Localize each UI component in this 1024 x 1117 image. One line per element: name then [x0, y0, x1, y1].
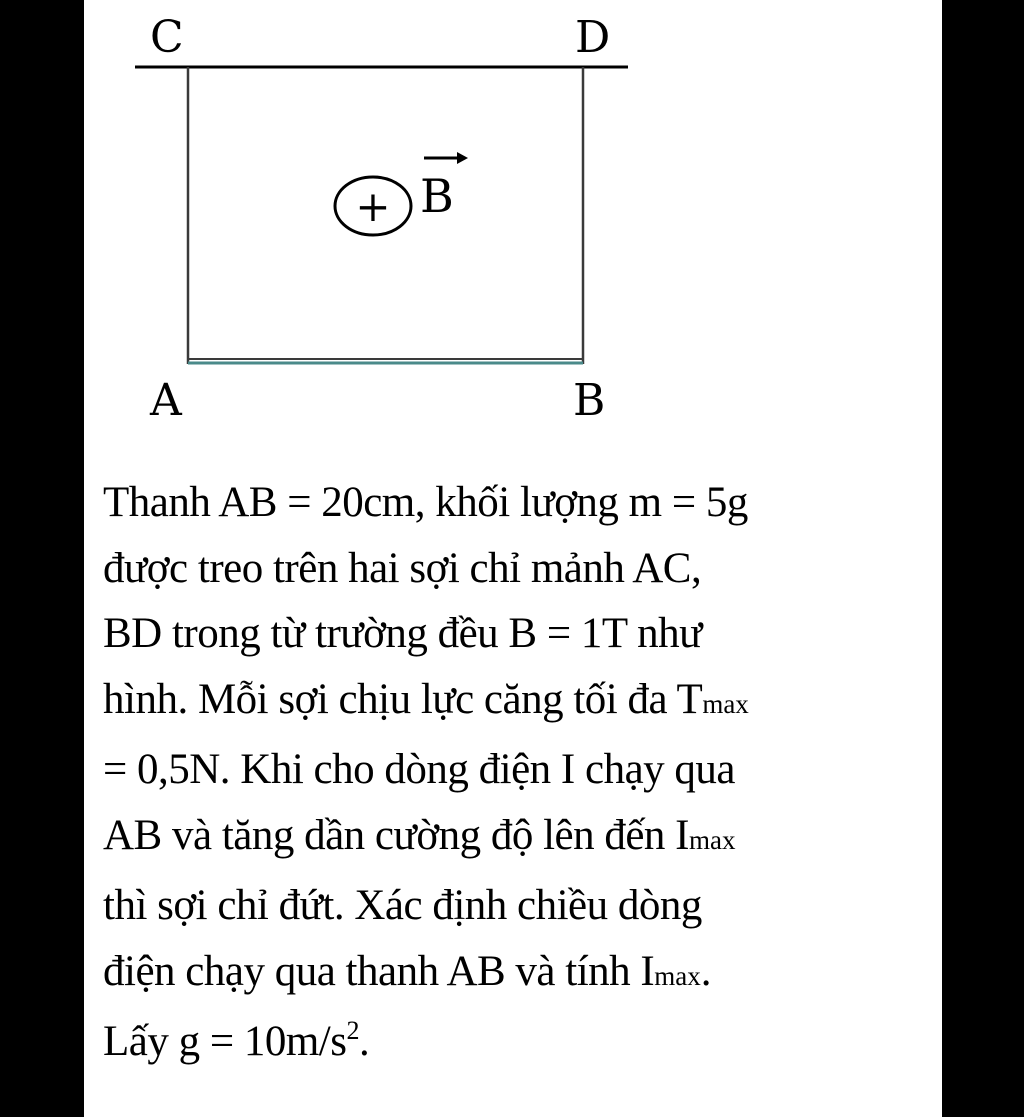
problem-line-9-text: Lấy g = 10m/s: [103, 1018, 347, 1065]
problem-line-3: BD trong từ trường đều B = 1T như: [103, 610, 702, 657]
vector-arrow-head: [457, 152, 468, 164]
problem-line-6-text: AB và tăng dần cường độ lên đến I: [103, 811, 690, 859]
label-d: D: [575, 12, 611, 63]
problem-line-1: Thanh AB = 20cm, khối lượng m = 5g: [103, 479, 748, 526]
label-b: B: [573, 375, 606, 426]
imax-subscript-1: max: [689, 824, 736, 855]
label-c: C: [150, 12, 184, 63]
imax-subscript-2: max: [654, 960, 701, 991]
tmax-subscript: max: [702, 688, 749, 719]
label-field-b: B: [420, 169, 454, 223]
problem-line-7: thì sợi chỉ đứt. Xác định chiều dòng: [103, 882, 702, 929]
field-plus-symbol: +: [355, 182, 391, 231]
physics-figure: [0, 0, 1024, 440]
label-a: A: [150, 375, 182, 426]
problem-line-2: được treo trên hai sợi chỉ mảnh AC,: [103, 544, 702, 592]
vector-b: [420, 152, 468, 223]
problem-line-8-text: điện chạy qua thanh AB và tính I: [103, 947, 655, 995]
field-into-page-icon: [335, 177, 411, 235]
problem-line-5: = 0,5N. Khi cho dòng điện I chạy qua: [103, 746, 735, 793]
problem-line-4: [103, 667, 933, 738]
problem-line-6: [103, 803, 933, 874]
problem-line-9: [103, 1009, 933, 1075]
problem-line-4-text: hình. Mỗi sợi chịu lực căng tối đa T: [103, 675, 703, 723]
squared-superscript: 2: [346, 1016, 359, 1045]
problem-line-9-end: .: [358, 1018, 370, 1065]
problem-line-8-end: .: [700, 947, 711, 995]
problem-text: [103, 470, 933, 1075]
problem-line-8: [103, 939, 933, 1010]
